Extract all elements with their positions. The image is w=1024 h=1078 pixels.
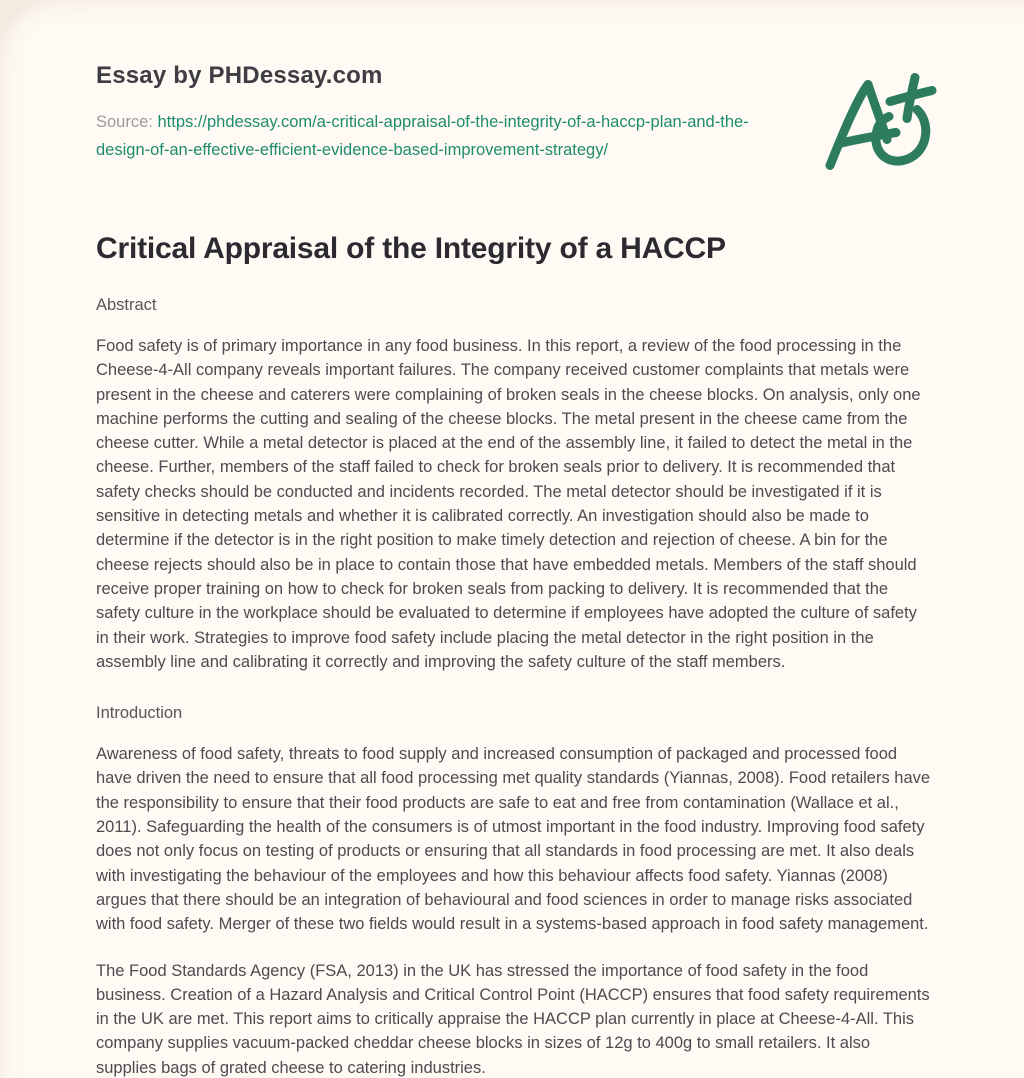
header-text-block bbox=[96, 56, 761, 164]
abstract-paragraph: Food safety is of primary importance in any food business. In this report, a review of the food processing in the Cheese-4-All company reveals important failures. The company received customer complaints that metals were present in the cheese and caterers were complaining of broken seals in the cheese blocks. On analysis, only one machine performs the cutting and sealing of the cheese blocks. The metal present in the cheese came from the cheese cutter. While a metal detector is placed at the end of the assembly line, it failed to detect the metal in the cheese. Further, members of the staff failed to check for broken seals prior to delivery. It is recommended that safety checks should be conducted and incidents recorded. The metal detector should be investigated if it is sensitive in detecting metals and whether it is calibrated correctly. An investigation should also be made to determine if the detector is in the right position to make timely detection and rejection of cheese. A bin for the cheese rejects should also be in place to contain those that have embedded metals. Members of the staff should receive proper training on how to check for broken seals from packing to delivery. It is recommended that the safety culture in the workplace should be evaluated to determine if employees have adopted the culture of safety in their work. Strategies to improve food safety include placing the metal detector in the right position in the assembly line and calibrating it correctly and improving the safety culture of the staff members. bbox=[96, 337, 921, 671]
source-label: Source: bbox=[96, 113, 153, 131]
essay-title: Critical Appraisal of the Integrity of a HACCP bbox=[96, 232, 726, 265]
abstract-heading: Abstract bbox=[96, 296, 157, 314]
introduction-heading: Introduction bbox=[96, 704, 183, 723]
introduction-paragraph-1: Awareness of food safety, threats to food supply and increased consumption of packaged and processed food have driven the need to ensure that all food processing met quality standards (Yiannas, 2008). Food retailers have the responsibility to ensure that their food products are safe to eat and free from contamination (Wallace et al., 2011). Safeguarding the health of the consumers is of utmost important in the food industry. Improving food safety does not only focus on testing of products or ensuring that all standards in food processing are met. It also deals with investigating the behaviour of the employees and how this behaviour affects food safety. Yiannas (2008) argues that there should be an integration of behavioural and food sciences in order to manage risks associated with food safety. Merger of these two fields would result in a systems-based approach in food safety management. bbox=[96, 745, 931, 934]
page-header bbox=[96, 56, 940, 180]
source-line bbox=[96, 108, 761, 164]
site-header-title: Essay by PHDessay.com bbox=[96, 62, 383, 89]
introduction-paragraph-2: The Food Standards Agency (FSA, 2013) in the UK has stressed the importance of food safety in the food business. Creation of a Hazard Analysis and Critical Control Point (HACCP) ensures that food safety requirements in the UK are met. This report aims to critically appraise the HACCP plan currently in place at Cheese-4-All. This company supplies vacuum-packed cheddar cheese blocks in sizes of 12g to 400g to small retailers. It also supplies bags of grated cheese to catering industries. bbox=[96, 961, 930, 1077]
source-url-link[interactable]: https://phdessay.com/a-critical-appraisal-of-the-integrity-of-a-haccp-plan-and-the-design-of-an-effective-efficient-evidence-based-improvement-strategy/ bbox=[96, 113, 749, 159]
phdessay-a-plus-logo-icon bbox=[818, 70, 938, 180]
